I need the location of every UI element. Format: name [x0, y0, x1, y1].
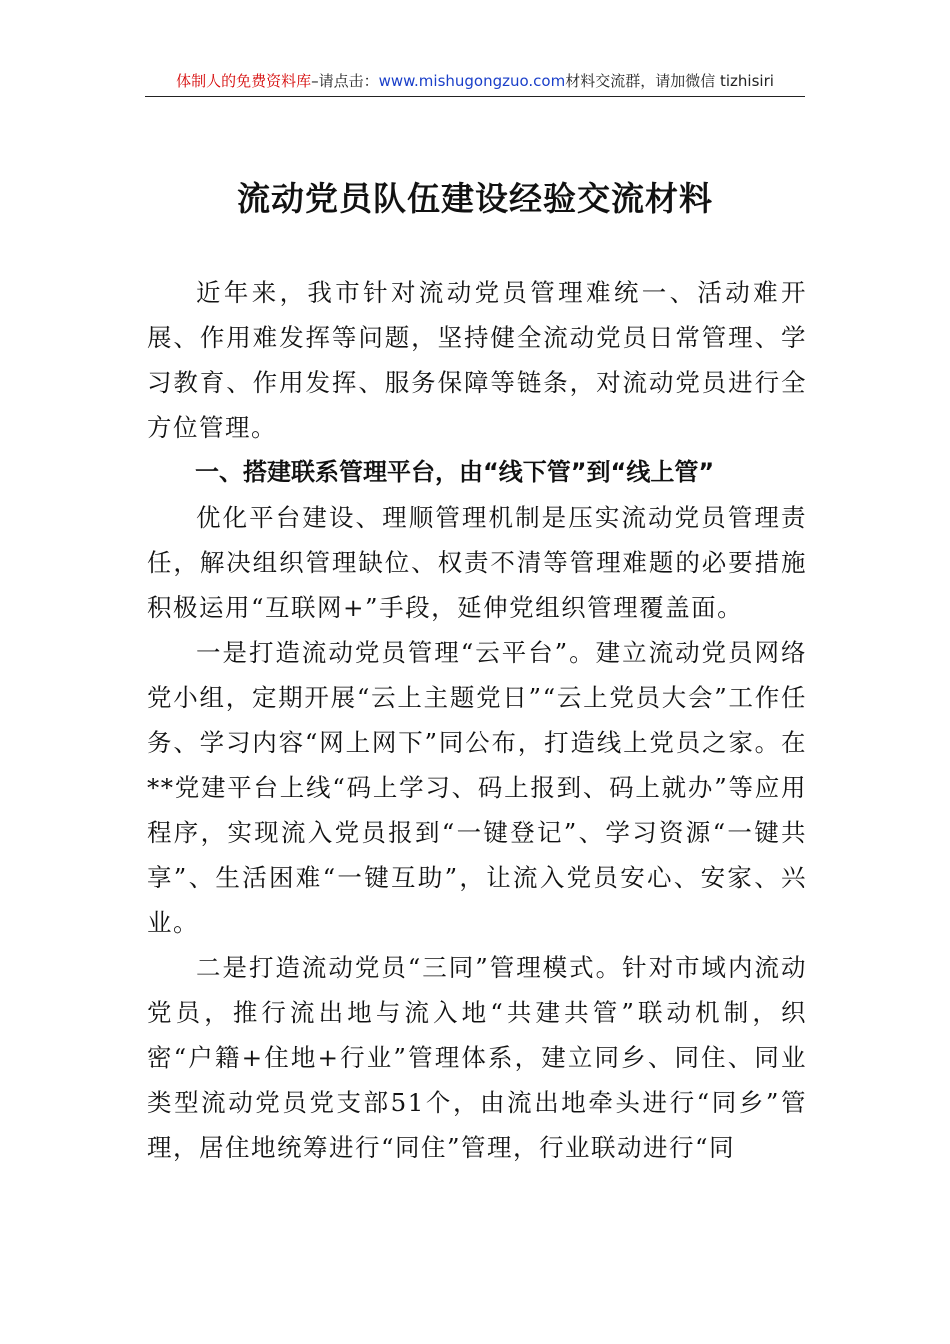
page-header: [145, 68, 805, 97]
section-heading: 一、搭建联系管理平台，由“线下管”到“线上管”: [195, 458, 715, 486]
header-url-link[interactable]: www.mishugongzuo.com: [378, 72, 566, 90]
header-click-prompt: –请点击：: [311, 72, 379, 90]
document-title: 流动党员队伍建设经验交流材料: [237, 179, 713, 218]
intro-paragraph: 近年来，我市针对流动党员管理难统一、活动难开展、作用难发挥等问题，坚持健全流动党员日常管理、学习教育、作用发挥、服务保障等链条，对流动党员进行全方位管理。: [147, 278, 807, 442]
section-paragraph-1: 优化平台建设、理顺管理机制是压实流动党员管理责任，解决组织管理缺位、权责不清等管理难题的必要措施积极运用“互联网+”手段，延伸党组织管理覆盖面。: [147, 503, 807, 622]
header-wechat-note: 材料交流群，请加微信 tizhisiri: [565, 72, 774, 90]
document-body: [147, 270, 807, 1170]
section-paragraph-3: 二是打造流动党员“三同”管理模式。针对市域内流动党员，推行流出地与流入地“共建共管”联动机制，织密“户籍+住地+行业”管理体系，建立同乡、同住、同业类型流动党员党支部51个，由流出地牵头进行“同乡”管理，居住地统筹进行“同住”管理，行业联动进行“同: [147, 953, 807, 1162]
section-paragraph-2: 一是打造流动党员管理“云平台”。建立流动党员网络党小组，定期开展“云上主题党日”“云上党员大会”工作任务、学习内容“网上网下”同公布，打造线上党员之家。在**党建平台上线“码上学习、码上报到、码上就办”等应用程序，实现流入党员报到“一键登记”、学习资源“一键共享”、生活困难“一键互助”，让流入党员安心、安家、兴业。: [147, 638, 807, 937]
header-brand: 体制人的免费资料库: [176, 72, 312, 90]
